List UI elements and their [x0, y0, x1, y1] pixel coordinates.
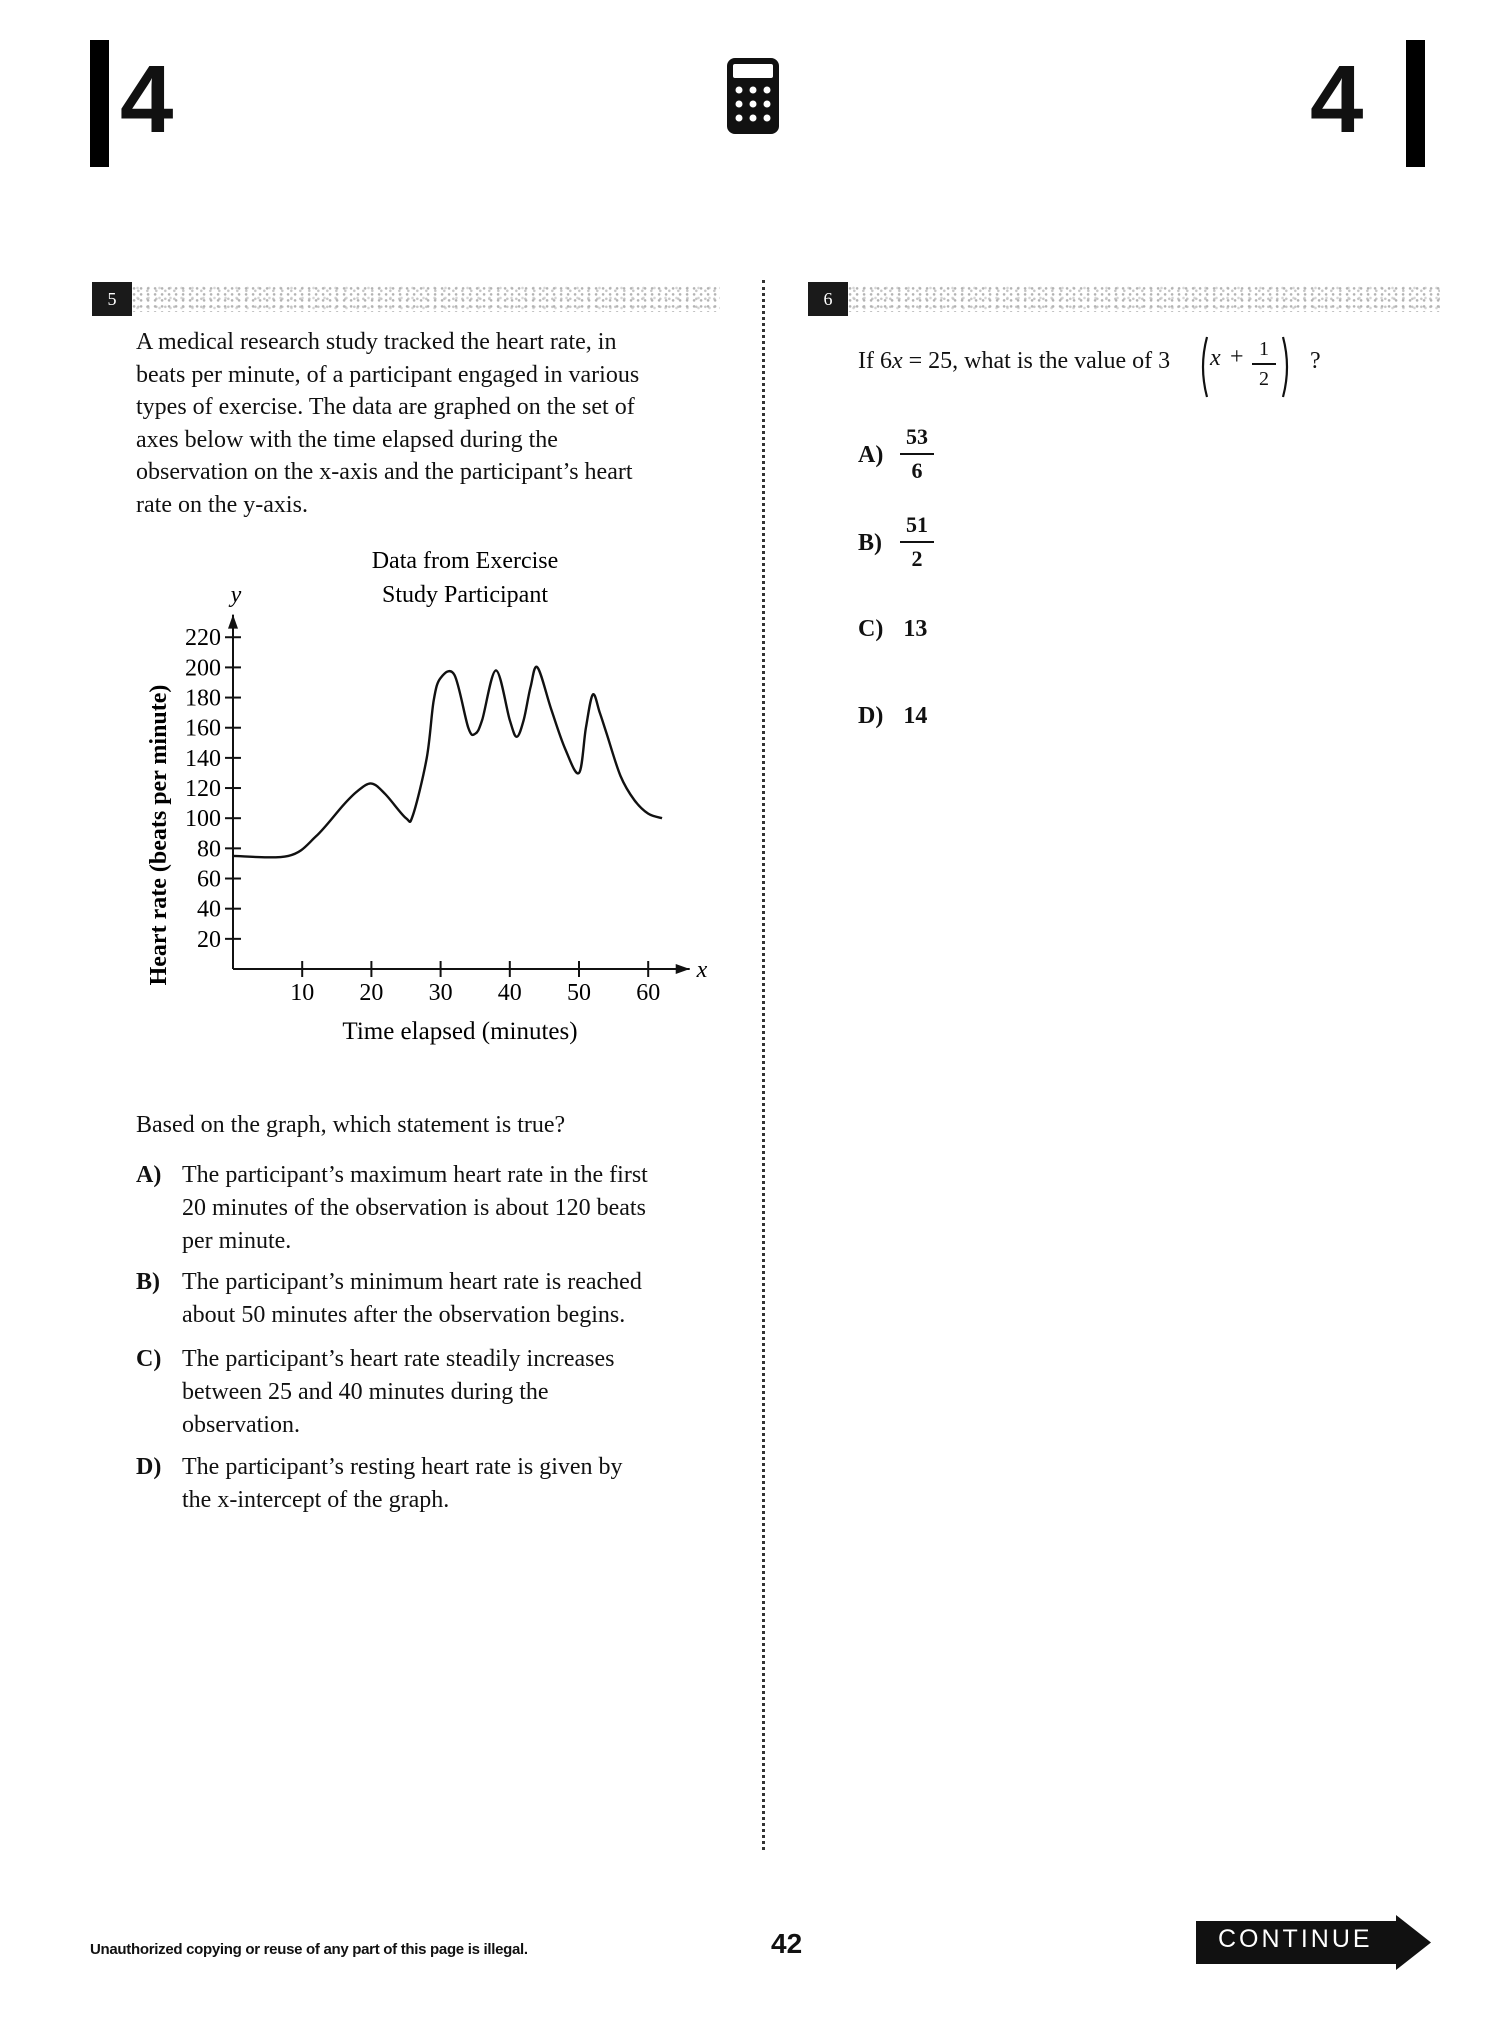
- stem-line: types of exercise. The data are graphed on the set of: [136, 394, 635, 421]
- choice-letter: A): [858, 442, 884, 468]
- y-tick-label: 40: [197, 896, 221, 923]
- y-tick-label: 20: [197, 926, 221, 953]
- inner-operator: +: [1230, 344, 1244, 370]
- fraction-denominator: 2: [911, 546, 923, 571]
- section-bar-right: [1406, 40, 1425, 167]
- question-5-header: [92, 282, 720, 316]
- question-5-prompt: Based on the graph, which statement is true?: [136, 1112, 566, 1138]
- x-tick-label: 50: [567, 980, 591, 1006]
- section-bar-left: [90, 40, 109, 167]
- y-tick-label: 80: [197, 836, 221, 863]
- section-label-right: 4: [1310, 46, 1364, 153]
- stem-line: A medical research study tracked the heart rate, in: [136, 329, 617, 355]
- choice-value: 13: [903, 616, 928, 642]
- stem-line: rate on the y-axis.: [136, 491, 308, 518]
- stem-line: observation on the x-axis and the participant’s heart: [136, 459, 633, 486]
- inner-variable: x: [1210, 345, 1221, 371]
- y-tick-label: 140: [185, 745, 221, 772]
- q6-choice-c[interactable]: [858, 616, 927, 643]
- choice-line: The participant’s maximum heart rate in the first: [182, 1162, 648, 1188]
- stem-question-mark: ?: [1310, 348, 1321, 374]
- y-tick-label: 160: [185, 715, 221, 742]
- choice-letter: B): [858, 530, 882, 556]
- fraction-bar: [900, 541, 934, 543]
- choice-line: about 50 minutes after the observation begins.: [182, 1302, 626, 1328]
- choice-letter: D): [858, 703, 884, 729]
- y-tick-label: 200: [185, 655, 221, 682]
- chart-series: [233, 667, 662, 858]
- stem-text: If 6: [858, 348, 892, 374]
- chart-axes: [228, 615, 690, 974]
- choice-text: [182, 1451, 752, 1517]
- chart-title-line-2: Study Participant: [382, 582, 548, 608]
- question-6-header-texture: [848, 286, 1440, 312]
- heart-rate-line: [233, 667, 662, 858]
- choice-letter: C): [858, 616, 884, 642]
- y-tick-label: 180: [185, 685, 221, 712]
- y-axis-arrow: [228, 615, 238, 629]
- y-tick-label: 120: [185, 776, 221, 803]
- q6-choice-d[interactable]: [858, 703, 927, 730]
- fraction-denominator: 6: [911, 458, 923, 483]
- x-tick-label: 10: [290, 980, 315, 1006]
- continue-label: CONTINUE: [1218, 1925, 1373, 1953]
- x-tick-label: 60: [636, 980, 661, 1006]
- fraction-bar: [1252, 363, 1276, 365]
- question-5-header-texture: [132, 286, 720, 312]
- question-6-number: 6: [808, 282, 848, 316]
- question-5-stem: [136, 326, 756, 522]
- copyright-notice: Unauthorized copying or reuse of any part of this page is illegal.: [90, 1941, 528, 1958]
- q6-choice-a[interactable]: [858, 424, 998, 494]
- question-6-header: [808, 282, 1440, 316]
- question-5-number: 5: [92, 282, 132, 316]
- inner-fraction: [1252, 338, 1276, 390]
- stem-text: = 25, what is the value of 3: [902, 348, 1171, 374]
- fraction-denominator: 2: [1259, 368, 1269, 390]
- heart-rate-chart: [130, 535, 730, 1055]
- right-paren: [1280, 334, 1294, 400]
- fraction-bar: [900, 453, 934, 455]
- x-tick-label: 40: [497, 980, 522, 1006]
- choice-line: The participant’s resting heart rate is given by: [182, 1454, 623, 1480]
- x-tick-label: 20: [359, 980, 384, 1006]
- choice-line: between 25 and 40 minutes during the: [182, 1379, 549, 1405]
- choice-a-fraction: [900, 424, 934, 484]
- q6-choice-b[interactable]: [858, 512, 998, 582]
- choice-letter: A): [136, 1162, 162, 1188]
- question-6-stem: [858, 345, 1170, 377]
- y-tick-label: 220: [185, 625, 221, 652]
- stem-line: beats per minute, of a participant engaged in various: [136, 361, 640, 388]
- y-axis-letter: y: [230, 582, 242, 608]
- choice-text: [182, 1159, 752, 1258]
- choice-line: observation.: [182, 1412, 300, 1438]
- choice-line: per minute.: [182, 1228, 292, 1254]
- choice-letter: D): [136, 1454, 162, 1480]
- choice-letter: B): [136, 1269, 160, 1295]
- choice-line: 20 minutes of the observation is about 120 beats: [182, 1195, 646, 1221]
- column-divider: [762, 280, 765, 1850]
- x-axis-label: Time elapsed (minutes): [342, 1018, 578, 1045]
- continue-button[interactable]: [1196, 1915, 1431, 1970]
- y-tick-label: 100: [185, 806, 221, 833]
- stem-line: axes below with the time elapsed during the: [136, 426, 558, 453]
- choice-b-fraction: [900, 512, 934, 572]
- chart-ticks: [185, 625, 660, 1006]
- page-number: 42: [771, 1928, 803, 1959]
- choice-line: the x-intercept of the graph.: [182, 1487, 450, 1513]
- y-tick-label: 60: [197, 866, 221, 893]
- stem-variable: x: [891, 348, 903, 374]
- fraction-numerator: 53: [906, 424, 928, 449]
- calculator-icon: [725, 56, 781, 136]
- choice-value: 14: [903, 703, 928, 729]
- parenthetical-expression: [1196, 334, 1298, 400]
- choice-letter: C): [136, 1346, 162, 1372]
- left-paren: [1196, 334, 1210, 400]
- section-label-left: 4: [120, 46, 174, 153]
- fraction-numerator: 51: [906, 512, 928, 537]
- choice-line: The participant’s minimum heart rate is reached: [182, 1269, 642, 1295]
- choice-text: [182, 1266, 752, 1332]
- x-axis-letter: x: [696, 957, 708, 983]
- fraction-numerator: 1: [1259, 338, 1269, 360]
- chart-title-line-1: Data from Exercise: [371, 548, 559, 574]
- choice-line: The participant’s heart rate steadily increases: [182, 1346, 615, 1372]
- choice-text: [182, 1343, 752, 1442]
- x-tick-label: 30: [428, 980, 453, 1006]
- y-axis-label: Heart rate (beats per minute): [146, 684, 172, 986]
- x-axis-arrow: [676, 964, 690, 974]
